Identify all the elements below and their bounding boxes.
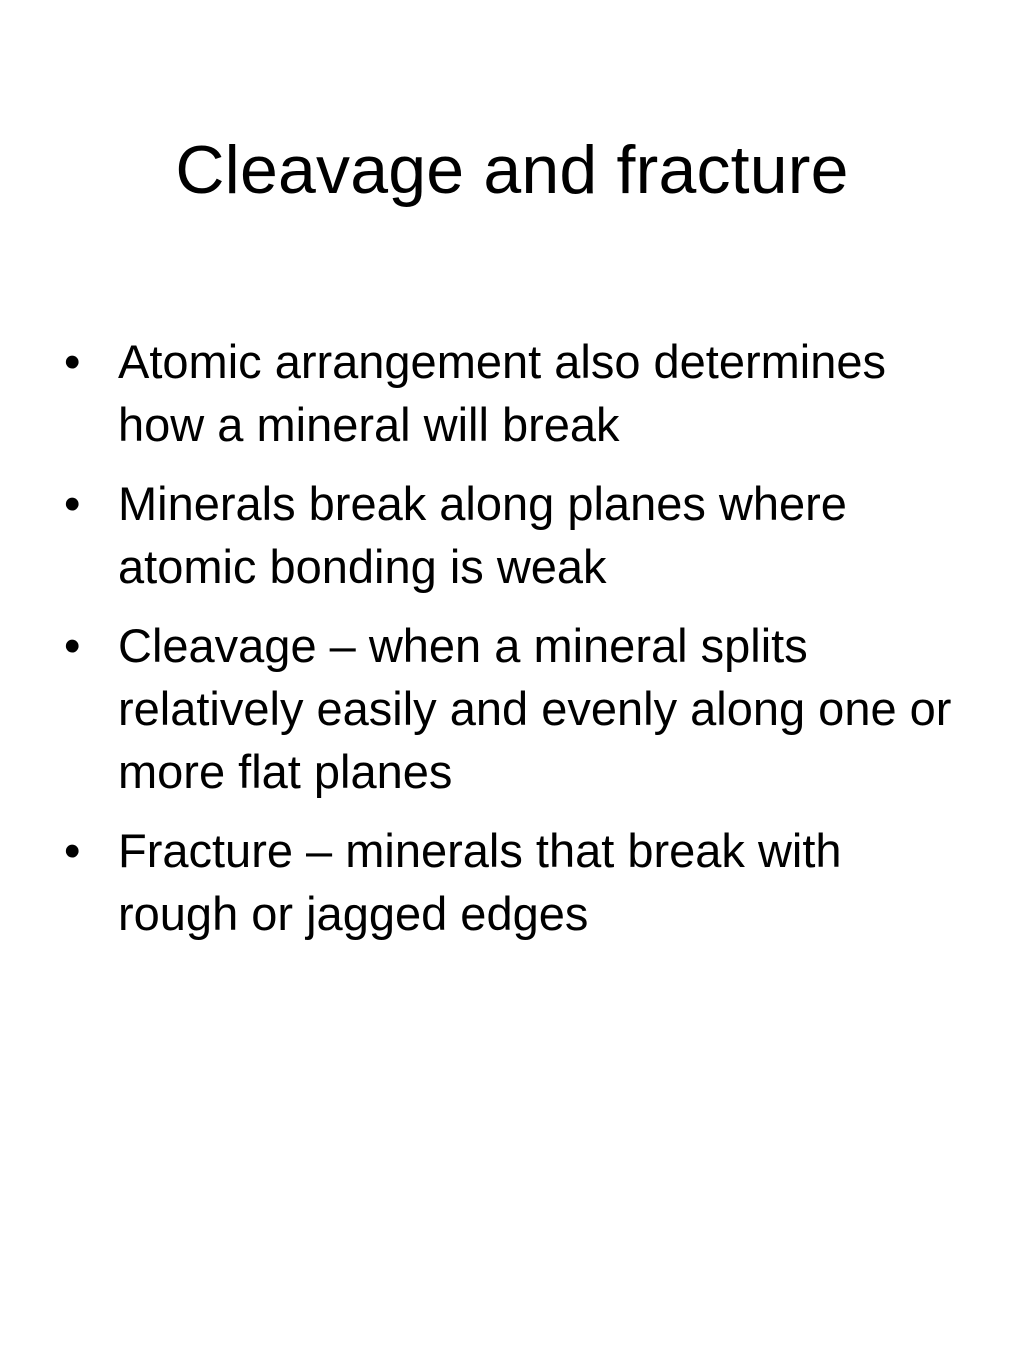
list-item	[64, 472, 964, 598]
list-item	[64, 330, 964, 456]
list-item	[64, 819, 964, 945]
bullet-text: Fracture – minerals that break with rough or jagged edges	[118, 824, 842, 940]
bullet-icon: •	[64, 824, 81, 877]
bullet-text: Minerals break along planes where atomic bonding is weak	[118, 477, 847, 593]
bullet-icon: •	[64, 477, 81, 530]
bullet-list	[64, 330, 964, 961]
bullet-text: Cleavage – when a mineral splits relatively easily and evenly along one or more flat planes	[118, 619, 952, 798]
list-item	[64, 614, 964, 803]
bullet-icon: •	[64, 619, 81, 672]
slide-title: Cleavage and fracture	[175, 132, 849, 208]
bullet-icon: •	[64, 335, 81, 388]
bullet-text: Atomic arrangement also determines how a mineral will break	[118, 335, 887, 451]
